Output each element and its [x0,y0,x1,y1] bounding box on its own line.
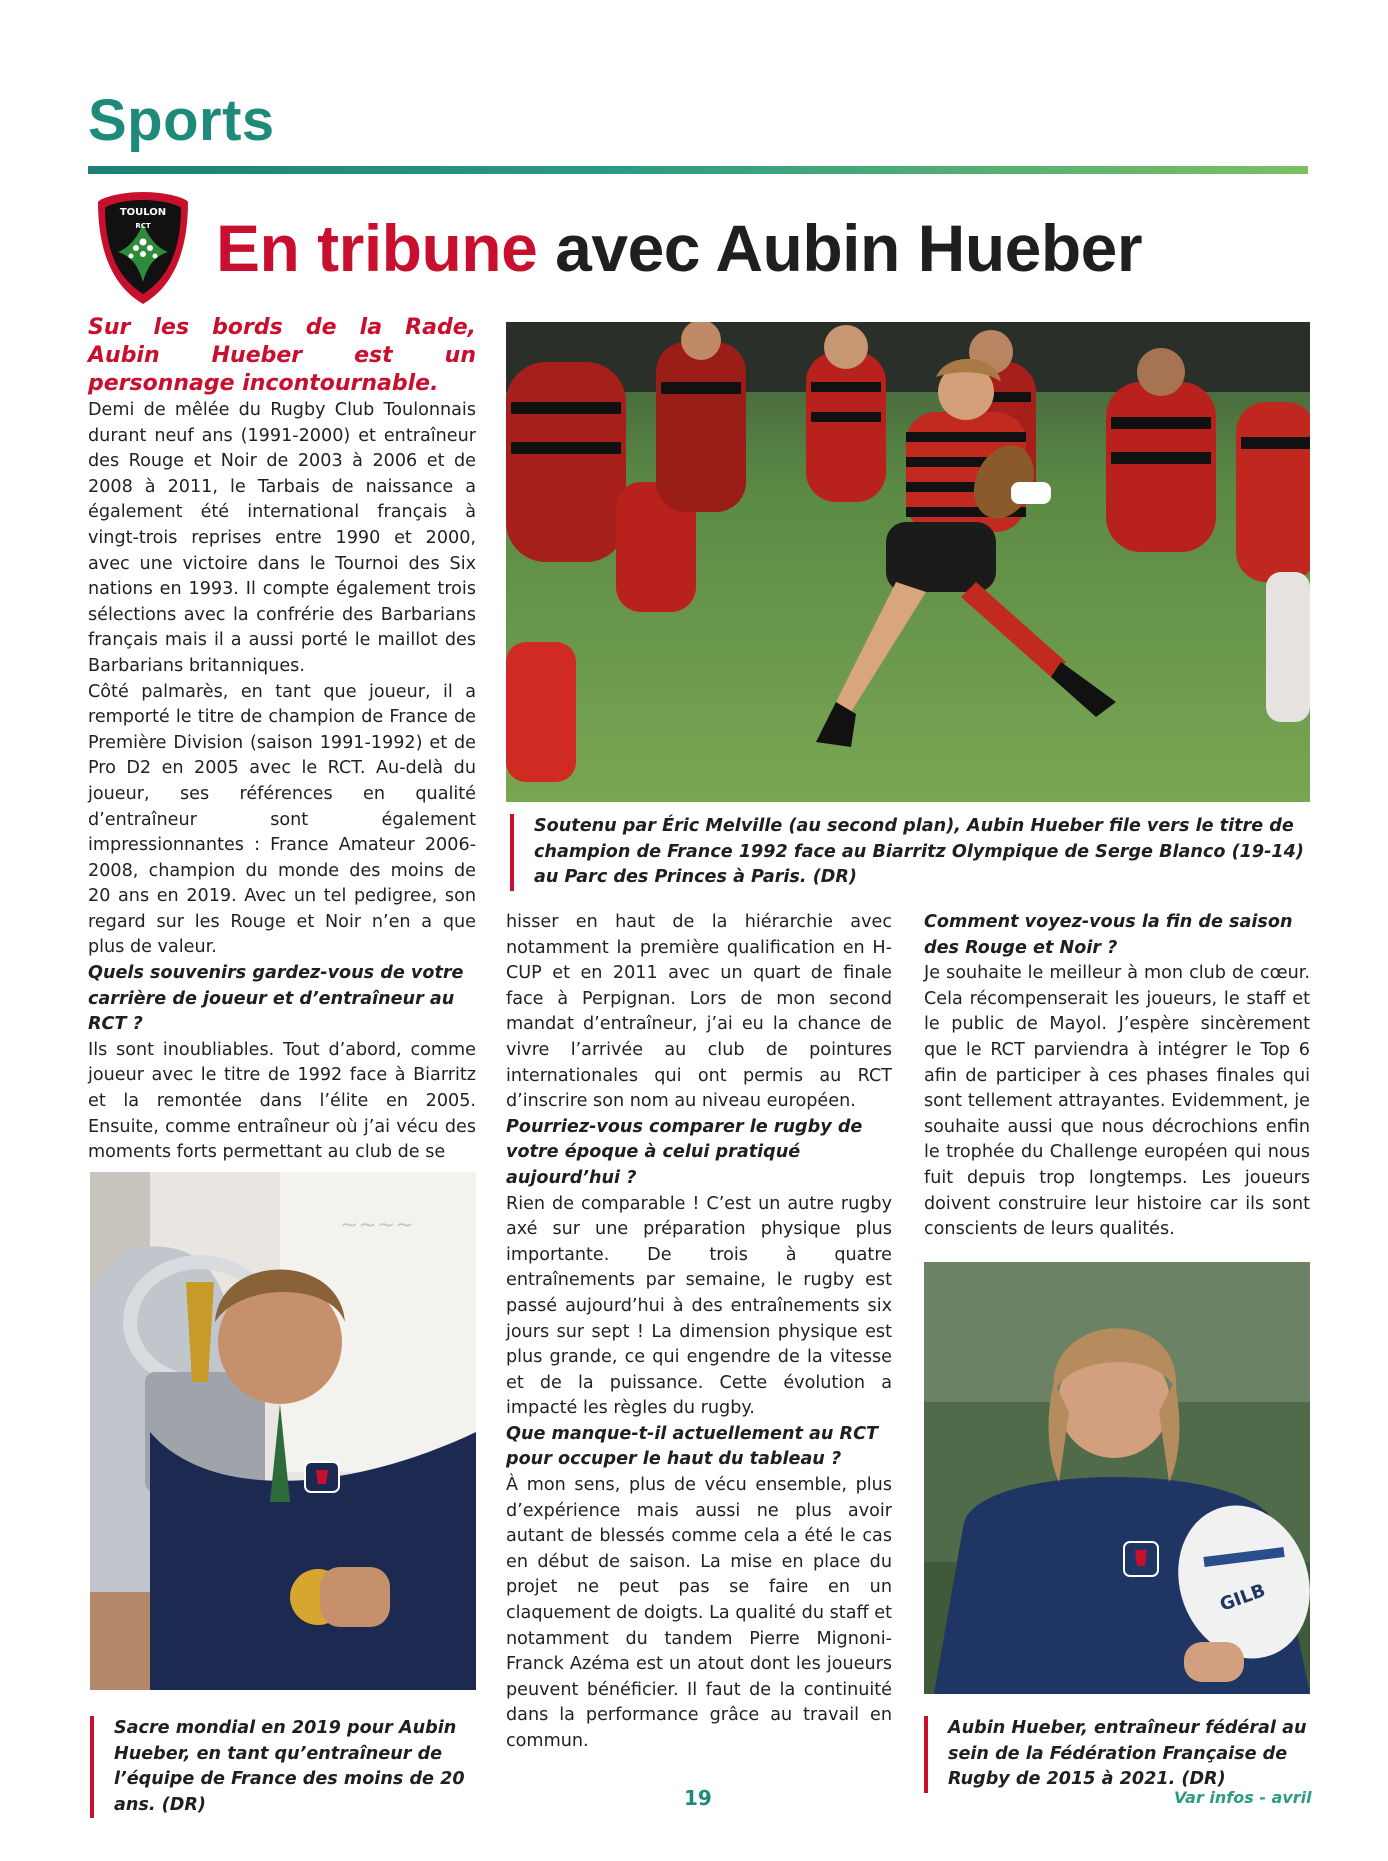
column-2 [506,910,892,1755]
lead-text: Sur les bords de la Rade, Aubin Hueber est un personnage incontournable. [88,315,476,396]
question-3: Que manque-t-il actuellement au RCT pour occuper le haut du tableau ? [506,1423,878,1470]
rct-logo [96,190,190,306]
trophy-photo-caption: Sacre mondial en 2019 pour Aubin Hueber, en tant qu’entraîneur de l’équipe de France des moins de 20 ans. (DR) [90,1716,484,1818]
column-3 [924,910,1310,1243]
question-2: Pourriez-vous comparer le rugby de votre époque à celui pratiqué aujourd’hui ? [506,1116,863,1188]
headline-red: En tribune [216,211,538,285]
svg-text:GILB: GILB [1217,1580,1269,1616]
headline-dark: avec Aubin Hueber [555,211,1143,285]
page-number: 19 [684,1786,712,1810]
main-photo [506,322,1310,802]
header-rule [88,166,1308,174]
intro-paragraph-1: Demi de mêlée du Rugby Club Toulonnais durant neuf ans (1991-2000) et entraîneur des Rouge et Noir de 2003 à 2006 et de 2008 à 2011, le Tarbais de naissance a également été international français à vingt-trois reprises entre 1990 et 2000, avec une victoire dans le Tournoi des Six nations en 1993. Il compte également trois sélections avec la confrérie des Barbarians français mais il a aussi porté le maillot des Barbarians britanniques. [88,400,476,676]
question-1: Quels souvenirs gardez-vous de votre carrière de joueur et d’entraîneur au RCT ? [88,963,464,1035]
coach-photo-caption: Aubin Hueber, entraîneur fédéral au sein de la Fédération Française de Rugby de 2015 à 2021. (DR) [924,1716,1318,1793]
answer-2: Rien de comparable ! C’est un autre rugby axé sur une préparation physique plus importante. De trois à quatre entraînements par semaine, le rugby est passé aujourd’hui à des entraînements six jours sur sept ! La dimension physique est plus grande, ce qui engendre de la vitesse et de la puissance. Cette évolution a impacté les règles du rugby. [506,1193,892,1419]
logo-top-text: TOULON [119,207,167,218]
answer-4: Je souhaite le meilleur à mon club de cœur. Cela récompenserait les joueurs, le staff et le public de Mayol. J’espère sincèrement que le RCT parviendra à intégrer le Top 6 afin de participer à ces phases finales qui sont tellement attrayantes. Evidemment, je souhaite aussi que nous décrochions enfin le trophée du Challenge européen qui nous fuit depuis trop longtemps. Les joueurs doivent construire leur histoire car ils sont conscients de leurs qualités. [924,963,1310,1240]
intro-paragraph-2: Côté palmarès, en tant que joueur, il a remporté le titre de champion de France de Première Division (saison 1991-1992) et de Pro D2 en 2005 avec le RCT. Au-delà du joueur, ses références en qualité d’entraîneur sont également impressionnantes : France Amateur 2006-2008, champion du monde des moins de 20 ans en 2019. Avec un tel pedigree, son regard sur les Rouge et Noir n’en a que plus de valeur. [88,681,476,958]
trophy-photo [90,1172,476,1690]
answer-3: À mon sens, plus de vécu ensemble, plus d’expérience mais aussi ne plus avoir autant de blessés comme cela a été le cas en début de saison. La mise en place du projet ne peut pas se faire en un claquement de doigts. La qualité du staff et notamment du tandem Pierre Mignoni-Franck Azéma est un atout dont les joueurs peuvent bénéficier. Il faut de la continuité dans la performance grâce au travail en commun. [506,1475,892,1751]
rct-shield-icon [96,190,190,306]
answer-1-part-2: hisser en haut de la hiérarchie avec notamment la première qualification en H-CUP et en 2011 avec un quart de finale face à Perpignan. Lors de mon second mandat d’entraîneur, j’ai eu la chance de vivre l’arrivée au club de pointures internationales qui ont permis au RCT d’inscrire son nom au niveau européen. [506,912,892,1112]
svg-text:~~~~: ~~~~ [340,1213,414,1238]
column-1 [88,314,476,1166]
magazine-name: Var infos - avril [1174,1788,1312,1807]
main-photo-caption: Soutenu par Éric Melville (au second plan), Aubin Hueber file vers le titre de champion de France 1992 face au Biarritz Olympique de Serge Blanco (19-14) au Parc des Princes à Paris. (DR) [510,814,1310,891]
section-title: Sports [88,88,275,153]
logo-mid-text: RCT [135,222,151,230]
answer-1-part-1: Ils sont inoubliables. Tout d’abord, comme joueur avec le titre de 1992 face à Biarritz et la remontée dans l’élite en 2005. Ensuite, comme entraîneur où j’ai vécu des moments forts permettant au club de se [88,1039,476,1163]
headline [216,206,1142,290]
question-4: Comment voyez-vous la fin de saison des Rouge et Noir ? [924,912,1293,958]
coach-photo [924,1262,1310,1694]
